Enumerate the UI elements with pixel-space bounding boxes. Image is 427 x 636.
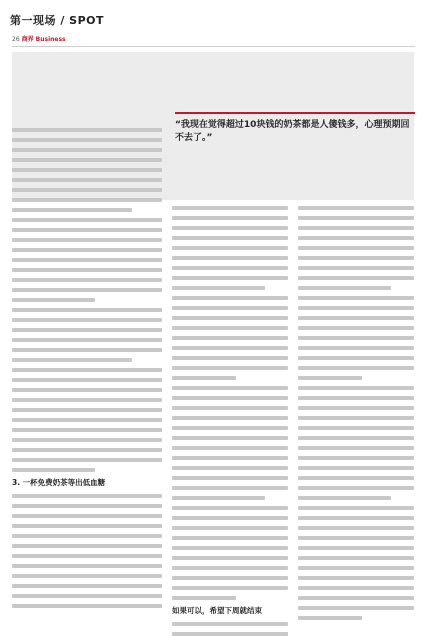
subheading-2: 如果可以，希望下周就结束 (172, 606, 262, 615)
section-title: 第一现场 / SPOT (10, 14, 105, 27)
body-column-3 (298, 206, 414, 546)
pull-quote: “我现在觉得超过10块钱的奶茶都是人傻钱多，心理预期回不去了。” (175, 120, 410, 143)
body-column-2 (172, 206, 288, 615)
folio-brand: 商界 Business (21, 36, 66, 43)
page-number: 26 (12, 36, 20, 43)
folio (12, 34, 66, 43)
pull-quote-rule (175, 112, 415, 114)
subheading-1: 3. 一杯免费奶茶等出低血糖 (12, 478, 106, 487)
body-column-1 (12, 128, 162, 546)
header-rule (12, 46, 415, 47)
